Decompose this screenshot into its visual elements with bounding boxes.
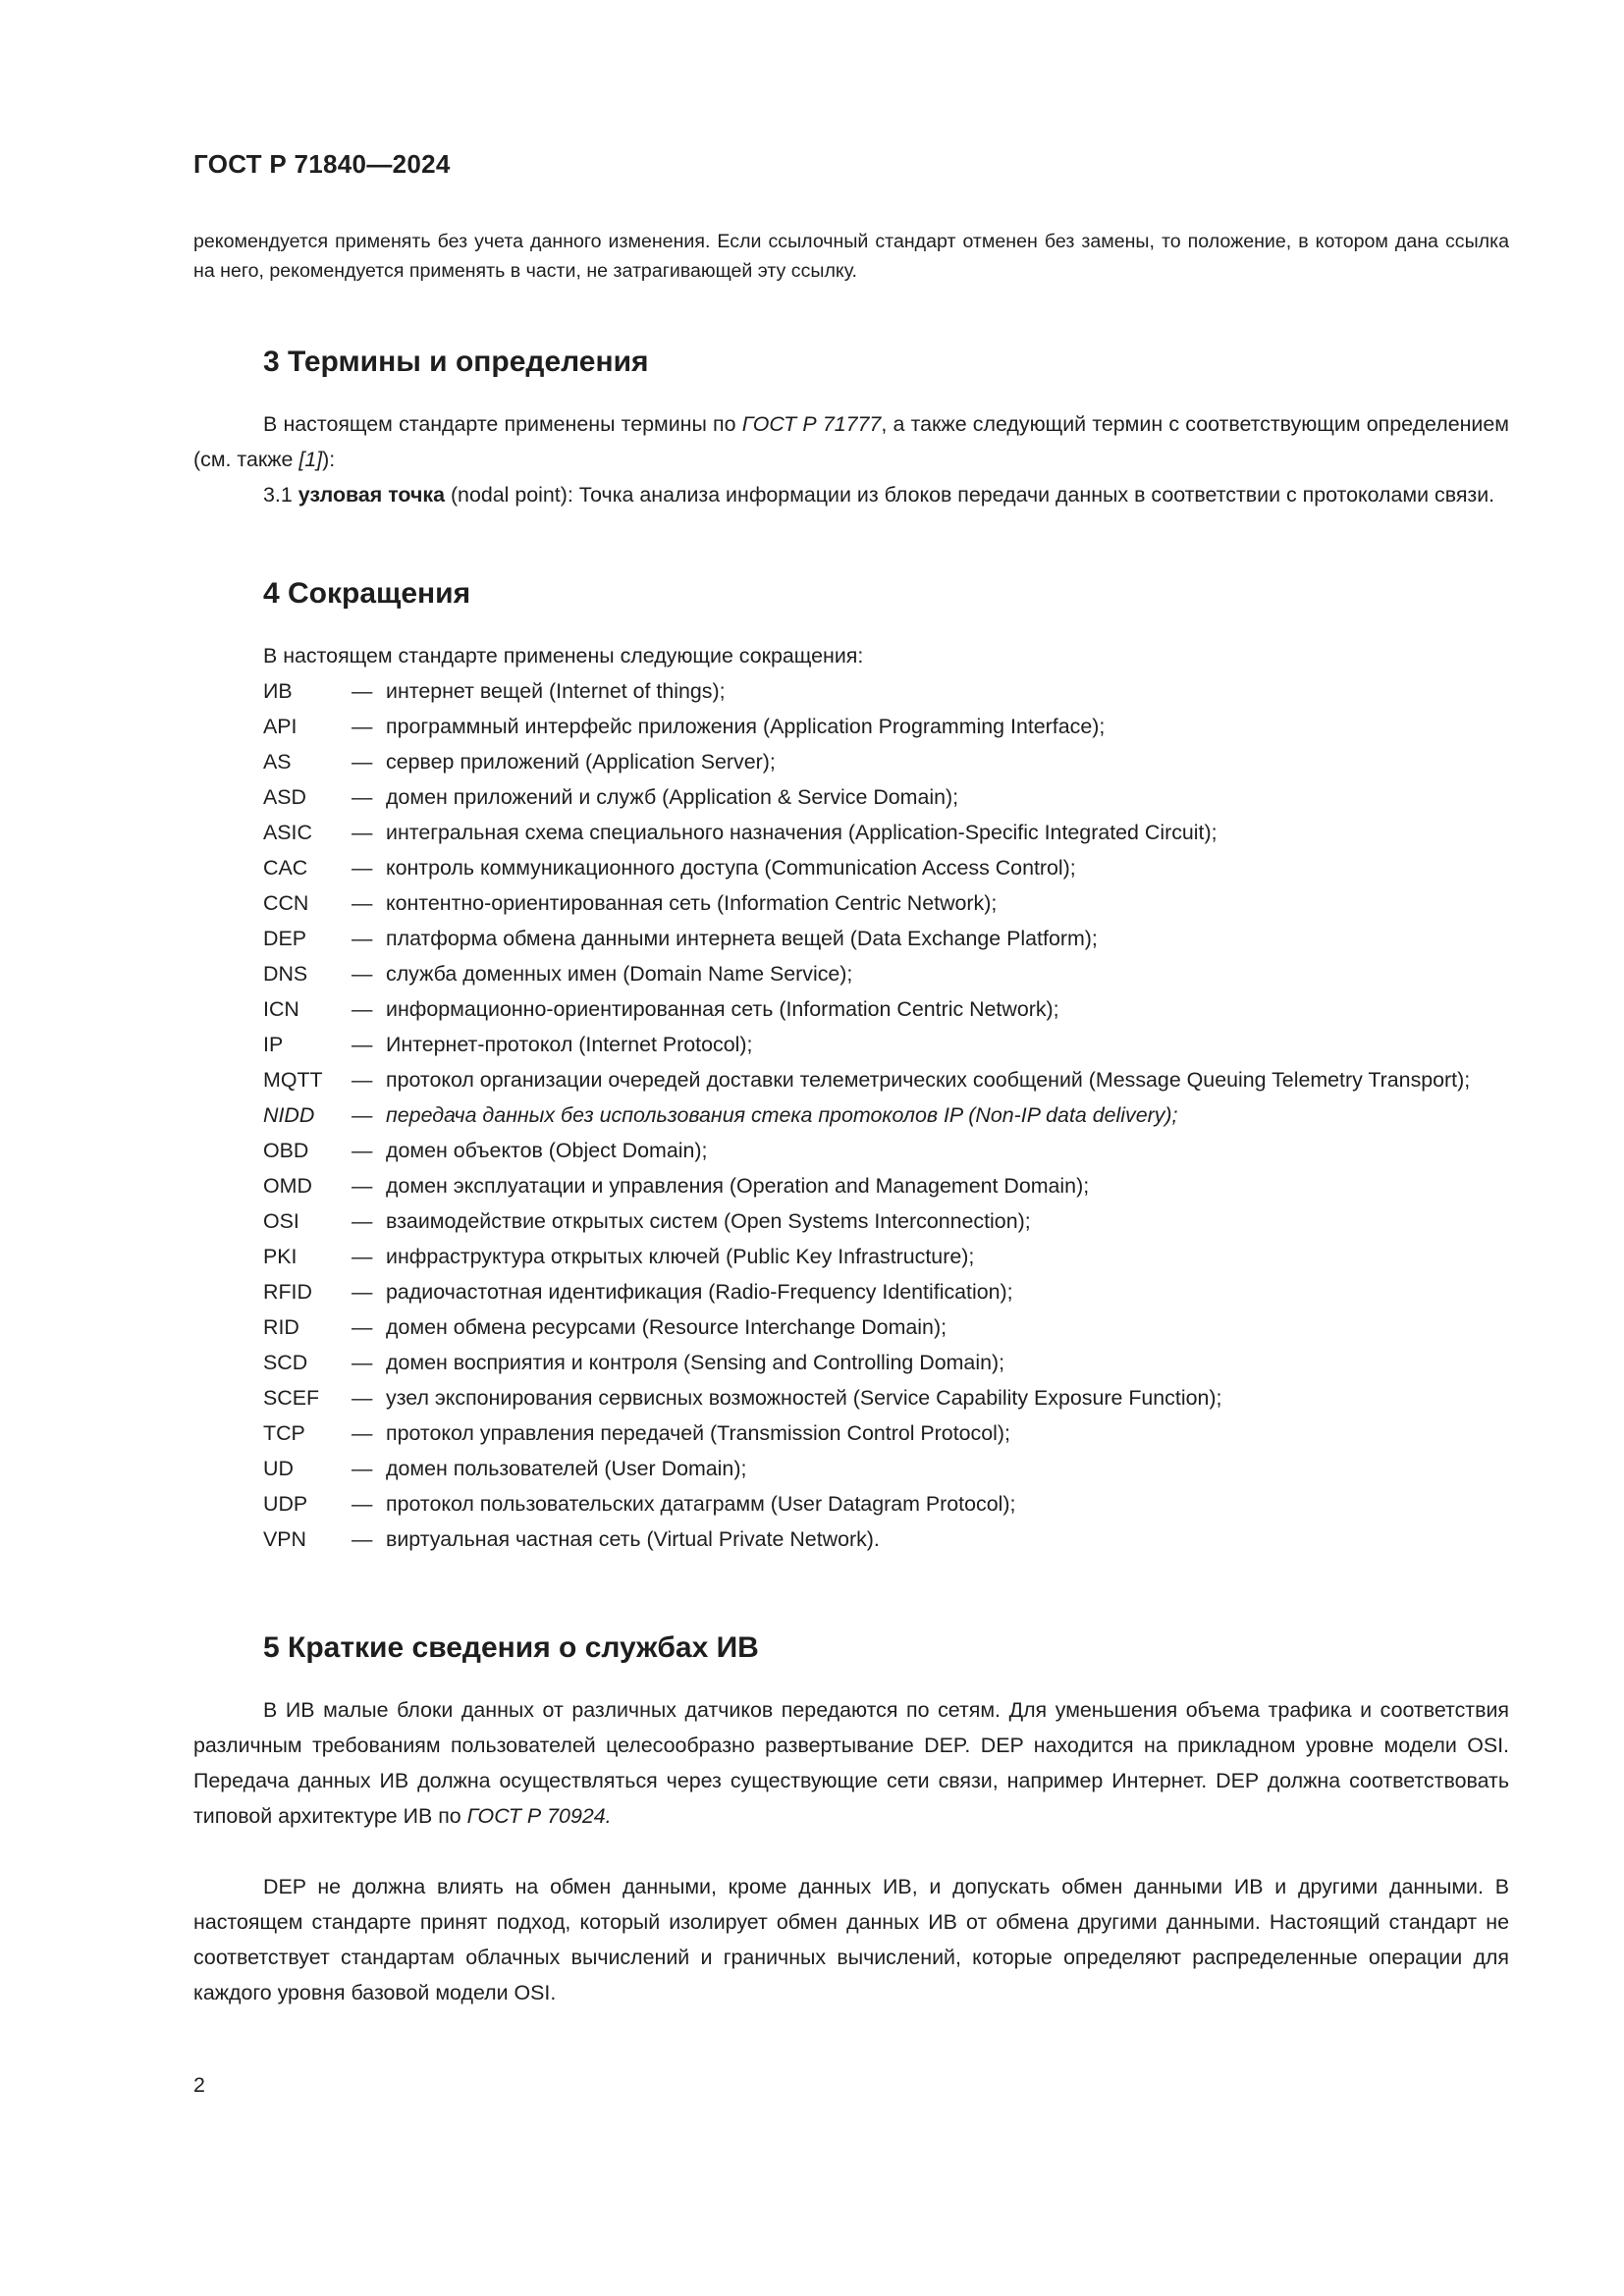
abbreviation: RFID (263, 1280, 312, 1304)
em-dash: — (352, 1457, 373, 1480)
section-5-paragraph-2 (193, 1869, 1509, 2010)
gost-reference: ГОСТ Р 70924. (466, 1804, 612, 1828)
abbreviation-definition: домен объектов (Object Domain); (386, 1139, 708, 1162)
abbreviation: DEP (263, 927, 306, 950)
em-dash: — (352, 679, 373, 703)
abbreviation: DNS (263, 962, 308, 986)
section-3-title: 3 Термины и определения (263, 346, 649, 378)
abbreviation: MQTT (263, 1068, 323, 1092)
abbreviation-definition: радиочастотная идентификация (Radio-Frequency Identification); (386, 1280, 1013, 1304)
em-dash: — (352, 1139, 373, 1162)
abbreviation-definition: платформа обмена данными интернета вещей (Data Exchange Platform); (386, 927, 1098, 950)
em-dash: — (352, 821, 373, 844)
abbreviation-row (263, 1274, 1510, 1309)
abbreviation-row (263, 1415, 1510, 1451)
bibliography-citation: [1] (298, 448, 323, 471)
abbreviation: AS (263, 750, 292, 774)
abbreviation-row (263, 815, 1510, 850)
abbreviation-definition: протокол пользовательских датаграмм (User Datagram Protocol); (386, 1492, 1016, 1516)
abbreviation: ASD (263, 785, 306, 809)
abbreviation: ИВ (263, 679, 293, 703)
abbreviation: IP (263, 1033, 284, 1056)
text: В ИВ малые блоки данных от различных датчиков передаются по сетям. Для уменьшения объема трафика и соответствия различным требованиям пользователей целесообразно развертывание DEP. DEP находится на прикладном уровне модели OSI. Передача данных ИВ должна осуществляться через существующие сети связи, например Интернет. DEP должна соответствовать типовой архитектуре ИВ по (193, 1698, 1509, 1828)
abbreviation-row (263, 673, 1510, 709)
abbreviation-definition: интегральная схема специального назначения (Application-Specific Integrated Circuit); (386, 821, 1218, 844)
em-dash: — (352, 1527, 373, 1551)
abbreviation-definition: информационно-ориентированная сеть (Information Centric Network); (386, 997, 1059, 1021)
text: В настоящем стандарте применены термины по (263, 412, 742, 436)
abbreviation-definition: служба доменных имен (Domain Name Service); (386, 962, 853, 986)
abbreviations-intro: В настоящем стандарте применены следующие сокращения: (263, 644, 864, 667)
abbreviation-row (263, 1027, 1510, 1062)
term-number: 3.1 (263, 483, 293, 507)
abbreviation-row (263, 850, 1510, 885)
abbreviation-definition: инфраструктура открытых ключей (Public Key Infrastructure); (386, 1245, 975, 1268)
abbreviation-definition: домен эксплуатации и управления (Operation and Management Domain); (386, 1174, 1090, 1198)
em-dash: — (352, 1351, 373, 1374)
em-dash: — (352, 1103, 373, 1127)
abbreviation-definition: домен приложений и служб (Application & Service Domain); (386, 785, 959, 809)
abbreviation-row (263, 991, 1510, 1027)
abbreviation-definition: контентно-ориентированная сеть (Information Centric Network); (386, 891, 998, 915)
abbreviation-row (263, 1239, 1510, 1274)
abbreviation-row (263, 1345, 1510, 1380)
abbreviation-row (263, 1309, 1510, 1345)
abbreviation-row (263, 885, 1510, 921)
em-dash: — (352, 962, 373, 986)
section-5-paragraph-1 (193, 1692, 1509, 1834)
abbreviation-row (263, 921, 1510, 956)
em-dash: — (352, 750, 373, 774)
em-dash: — (352, 856, 373, 880)
section-5-title: 5 Краткие сведения о службах ИВ (263, 1631, 759, 1664)
abbreviation: VPN (263, 1527, 306, 1551)
abbreviation: SCD (263, 1351, 308, 1374)
continuation-paragraph: рекомендуется применять без учета данного изменения. Если ссылочный стандарт отменен без замены, то положение, в котором дана ссылка на него, рекомендуется применять в части, не затрагивающей эту ссылку. (193, 231, 1509, 282)
text: DEP не должна влиять на обмен данными, кроме данных ИВ, и допускать обмен данными ИВ и другими данными. В настоящем стандарте принят подход, который изолирует обмен данных ИВ от обмена другими данными. Настоящий стандарт не соответствует стандартам облачных вычислений и граничных вычислений, которые определяют распределенные операции для каждого уровня базовой модели OSI. (193, 1875, 1509, 2004)
abbreviation-row (263, 1097, 1510, 1133)
em-dash: — (352, 997, 373, 1021)
abbreviation: TCP (263, 1421, 305, 1445)
text: , а также следующий термин с соответствующим определением (см. также (193, 412, 1509, 471)
em-dash: — (352, 1386, 373, 1410)
abbreviation: NIDD (263, 1103, 315, 1127)
term-name: узловая точка (298, 483, 445, 507)
abbreviation-row (263, 1133, 1510, 1168)
abbreviation: ASIC (263, 821, 312, 844)
section-3-paragraph (193, 406, 1509, 477)
em-dash: — (352, 1245, 373, 1268)
abbreviation-row (263, 1522, 1510, 1557)
abbreviation: OSI (263, 1209, 299, 1233)
abbreviations-list (263, 638, 1510, 1557)
abbreviation-definition: узел экспонирования сервисных возможностей (Service Capability Exposure Function); (386, 1386, 1222, 1410)
abbreviation-row (263, 1203, 1510, 1239)
term-definition-text: (nodal point): Точка анализа информации из блоков передачи данных в соответствии с протоколами связи. (450, 483, 1495, 507)
em-dash: — (352, 1280, 373, 1304)
abbreviation-definition: интернет вещей (Internet of things); (386, 679, 726, 703)
em-dash: — (352, 1174, 373, 1198)
em-dash: — (352, 1033, 373, 1056)
abbreviation: UD (263, 1457, 294, 1480)
abbreviation-definition: передача данных без использования стека протоколов IP (Non-IP data delivery); (386, 1103, 1178, 1127)
em-dash: — (352, 1209, 373, 1233)
abbreviation: ICN (263, 997, 299, 1021)
abbreviation-row (263, 779, 1510, 815)
abbreviation-definition: протокол организации очередей доставки телеметрических сообщений (Message Queuing Telemetry Transport); (386, 1068, 1471, 1092)
abbreviation: OBD (263, 1139, 309, 1162)
abbreviation: RID (263, 1315, 299, 1339)
em-dash: — (352, 1315, 373, 1339)
abbreviation: OMD (263, 1174, 312, 1198)
abbreviation: SCEF (263, 1386, 320, 1410)
abbreviation-row (263, 1062, 1510, 1097)
abbreviation-row (263, 1168, 1510, 1203)
abbreviation-definition: сервер приложений (Application Server); (386, 750, 776, 774)
abbreviation-definition: домен восприятия и контроля (Sensing and Controlling Domain); (386, 1351, 1005, 1374)
abbreviation-definition: Интернет-протокол (Internet Protocol); (386, 1033, 753, 1056)
abbreviation-definition: виртуальная частная сеть (Virtual Private Network). (386, 1527, 880, 1551)
abbreviation-definition: домен обмена ресурсами (Resource Interchange Domain); (386, 1315, 947, 1339)
abbreviation: API (263, 715, 298, 738)
gost-reference: ГОСТ Р 71777 (741, 412, 882, 436)
abbreviation-row (263, 744, 1510, 779)
page-number: 2 (193, 2073, 205, 2097)
em-dash: — (352, 927, 373, 950)
abbreviation-definition: протокол управления передачей (Transmission Control Protocol); (386, 1421, 1010, 1445)
abbreviation-definition: контроль коммуникационного доступа (Communication Access Control); (386, 856, 1076, 880)
abbreviation-row (263, 1451, 1510, 1486)
abbreviation: PKI (263, 1245, 298, 1268)
term-definition (193, 477, 1509, 512)
em-dash: — (352, 1492, 373, 1516)
abbreviation: UDP (263, 1492, 308, 1516)
em-dash: — (352, 1421, 373, 1445)
em-dash: — (352, 891, 373, 915)
abbreviation-row (263, 1486, 1510, 1522)
abbreviation: CCN (263, 891, 309, 915)
abbreviation: CAC (263, 856, 308, 880)
abbreviation-row (263, 956, 1510, 991)
abbreviation-definition: взаимодействие открытых систем (Open Systems Interconnection); (386, 1209, 1031, 1233)
text: ): (322, 448, 336, 471)
abbreviation-row (263, 1380, 1510, 1415)
em-dash: — (352, 1068, 373, 1092)
em-dash: — (352, 715, 373, 738)
document-header-id: ГОСТ Р 71840—2024 (193, 149, 451, 179)
abbreviation-row (263, 709, 1510, 744)
abbreviation-definition: домен пользователей (User Domain); (386, 1457, 747, 1480)
em-dash: — (352, 785, 373, 809)
section-4-title: 4 Сокращения (263, 577, 471, 610)
abbreviation-definition: программный интерфейс приложения (Application Programming Interface); (386, 715, 1106, 738)
